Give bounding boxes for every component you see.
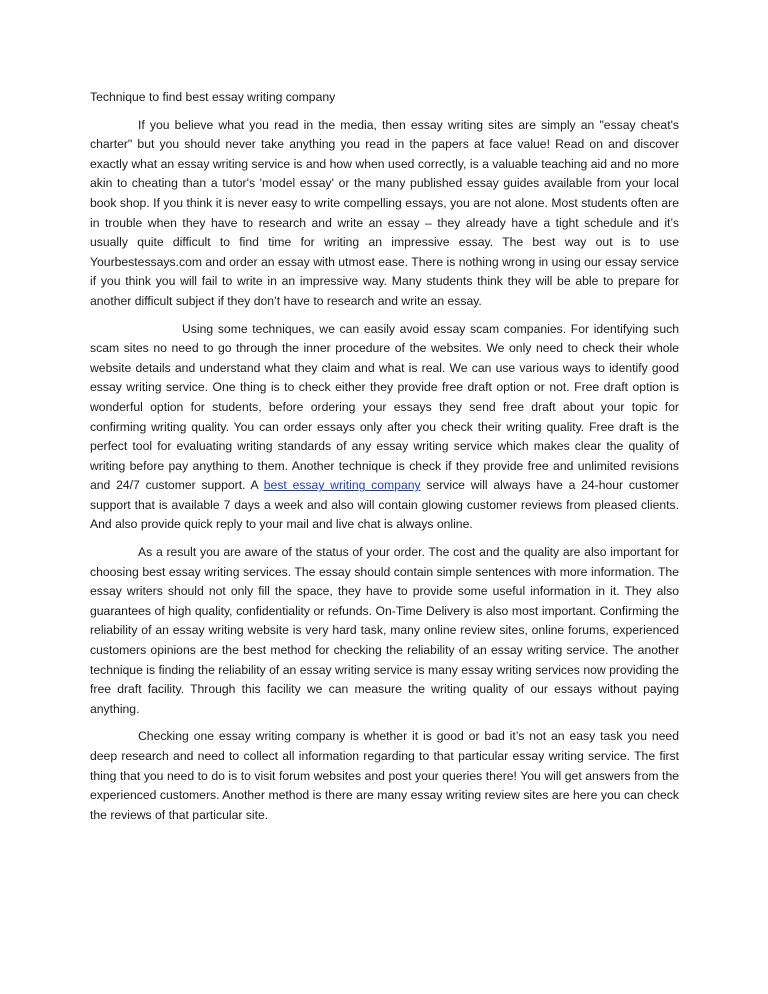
paragraph-scam-techniques [90, 320, 679, 536]
best-essay-writing-company-link[interactable]: best essay writing company [263, 478, 421, 493]
paragraph-media-perception: If you believe what you read in the media, then essay writing sites are simply an "essay cheat's charter" but you should never take anything you read in the papers at face value! Read on and discover exactly what an essay writing service is and how when used correctly, is a valuable teaching aid and no more akin to cheating than a tutor's 'model essay' or the many published essay guides available from your local book shop. If you think it is never easy to write compelling essays, you are not alone. Most students often are in trouble when they have to research and write an essay – they already have a tight schedule and it’s usually quite difficult to find time for writing an impressive essay. The best way out is to use Yourbestessays.com and order an essay with utmost ease. There is nothing wrong in using our essay service if you think you will fail to write in an impressive way. Many students think they will be able to prepare for another difficult subject if they don’t have to research and write an essay. [90, 117, 679, 308]
paragraph-text-after-link: service will always have a 24-hour customer support that is available 7 days a week and also will contain glowing customer reviews from pleased clients. And also provide quick reply to your mail and live chat is always online. [90, 478, 679, 532]
document-title: Technique to find best essay writing company [90, 90, 336, 104]
paragraph-checking-company: Checking one essay writing company is whether it is good or bad it’s not an easy task you need deep research and need to collect all information regarding to that particular essay writing service. The first thing that you need to do is to visit forum websites and post your queries there! You will get answers from the experienced customers. Another method is there are many essay writing review sites are here you can check the reviews of that particular site. [90, 729, 679, 822]
paragraph-order-status: As a result you are aware of the status of your order. The cost and the quality are also important for choosing best essay writing services. The essay should contain simple sentences with more information. The essay writers should not only fill the space, they have to provide some useful information in it. They also guarantees of high quality, confidentiality or refunds. On-Time Delivery is also most important. Confirming the reliability of an essay writing website is very hard task, many online review sites, online forums, experienced customers opinions are the best method for checking the reliability of an essay writing service. The another technique is finding the reliability of an essay writing service is many essay writing services now providing the free draft facility. Through this facility we can measure the writing quality of our essays without paying anything. [90, 545, 679, 716]
document-page [90, 88, 679, 833]
paragraph-text-before-link: Using some techniques, we can easily avoid essay scam companies. For identifying such scam sites no need to go through the inner procedure of the websites. We only need to check their whole website details and understand what they claim and what is real. We can use various ways to identify good essay writing service. One thing is to check either they provide free draft option or not. Free draft option is wonderful option for students, before ordering your essays they send free draft about your topic for confirming writing quality. You can order essays only after you check their writing quality. Free draft is the perfect tool for evaluating writing standards of any essay writing service which makes clear the quality of writing before pay anything to them. Another technique is check if they provide free and unlimited revisions and 24/7 customer support. A [90, 321, 679, 493]
